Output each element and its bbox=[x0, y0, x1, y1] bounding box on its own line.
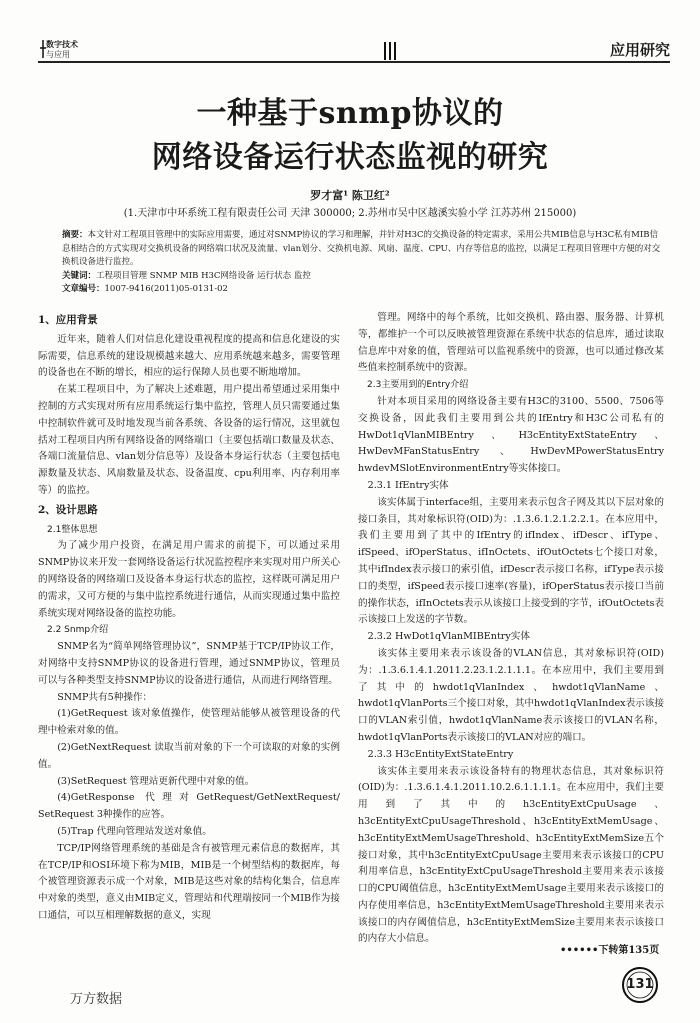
logo-line-2: 与应用 bbox=[46, 50, 70, 59]
abstract-block bbox=[62, 229, 662, 297]
paragraph: 针对本项目采用的网络设备主要有H3C的3100、5500、7506等交换设备，因此我们主要用到公共的IfEntry和H3C公司私有的HwDot1qVlanMIBEntry、H3cEntityExtStateEntry、HwDevMFanStatusEntry、HwDevMPowerStatusEntry hwdevMSlotEnvironmentEntry等实体接口。 bbox=[358, 395, 664, 475]
section-label: 应用研究 bbox=[609, 41, 670, 59]
section-heading: 1、应用背景 bbox=[38, 314, 98, 326]
paragraph: SNMP名为“简单网络管理协议”，SNMP基于TCP/IP协议工作，对网络中支持SNMP协议的设备进行管理，通过SNMP协议，管理员可以与各种类型支持SNMP协议的设备进行通信，从而进行网络管理。 bbox=[38, 641, 340, 686]
paragraph: 该实体主要用来表示该设备特有的物理状态信息，其对象标识符(OID)为：.1.3.6.1.4.1.2011.10.2.6.1.1.1.1。在本应用中，我们主要用到了其中的h3cEntityExtCpuUsage、h3cEntityExtCpuUsageThreshold、h3cEntityExtMemUsage、h3cEntityExtMemUsageThreshold、h3cEntityExtMemSize五个接口对象，其中h3cEntityExtCpuUsage主要用来表示该接口的CPU利用率信息，h3cEntityExtCpuUsageThreshold主要用来表示该接口的CPU阈值信息，h3cEntityExtMemUsage主要用来表示该接口的内存使用率信息，h3cEntityExtMemUsageThreshold主要用来表示该接口的内存阈值信息，h3cEntityExtMemSize主要用来表示该接口的内存大小信息。 bbox=[358, 765, 664, 945]
list-item: (3)SetRequest 管理站更新代理中对象的值。 bbox=[57, 775, 255, 787]
footer-watermark: 万方数据 bbox=[70, 992, 123, 1007]
list-item: (2)GetNextRequest 读取当前对象的下一个可读取的对象的实例值。 bbox=[38, 741, 340, 770]
paragraph: 该实体属于interface组，主要用来表示包含子网及其以下层对象的接口条目，其对象标识符(OID)为：.1.3.6.1.2.1.2.2.1。在本应用中，我们主要用到了其中的IfEntry的ifIndex、ifDescr、ifType、ifSpeed、ifOperStatus、ifInOctets、ifOutOctets七个接口对象，其中ifIndex表示接口的索引值，ifDescr表示接口名称，ifType表示接口的类型，ifSpeed表示接口速率(容量)，ifOperStatus表示接口当前的操作状态，ifInOctets表示从该接口上接受到的字节，ifOutOctets表示该接口上发送的字节数。 bbox=[358, 496, 664, 626]
abstract bbox=[62, 229, 662, 270]
keywords bbox=[62, 270, 662, 284]
affiliations: (1.天津市中环系统工程有限责任公司 天津 300000; 2.苏州市吴中区越溪实验小学 江苏苏州 215000) bbox=[123, 208, 577, 219]
subsection-heading: 2.3.1 IfEntry实体 bbox=[367, 479, 449, 491]
list-item: (4)GetResponse 代理对GetRequest/GetNextRequest/ SetRequest 3种操作的应答。 bbox=[38, 792, 340, 821]
article-title-line-1: 一种基于snmp协议的 bbox=[196, 96, 504, 131]
keywords-text: 工程项目管理 SNMP MIB H3C网络设备 运行状态 监控 bbox=[96, 270, 311, 281]
logo-line-1: 数字技术 bbox=[46, 40, 78, 49]
paragraph: 管理。网络中的每个系统，比如交换机、路由器、服务器、计算机等，都维护一个可以反映被管理资源在系统中状态的信息库，通过读取信息库中对象的值，管理站可以监视系统中的资源，也可以通过修改某些值来控制系统中的资源。 bbox=[358, 312, 664, 374]
abstract-text: 本文针对工程项目管理中的实际应用需要，通过对SNMP协议的学习和理解，并针对H3C的交换设备的特定需求，采用公共MIB信息与H3C私有MIB信息相结合的方式实现对交换机设备的网络端口状况及流量、vlan划分、交换机电源、风扇、温度、CPU、内存等信息的监控，以满足工程项目管理中方便的对交换机设备进行监控。 bbox=[62, 230, 661, 267]
left-column bbox=[38, 310, 340, 925]
journal-logo bbox=[38, 36, 94, 60]
right-column bbox=[358, 310, 664, 948]
list-item: (5)Trap 代理向管理站发送对象值。 bbox=[57, 825, 212, 837]
list-item: (1)GetRequest 该对象值操作，使管理站能够从被管理设备的代理中检索对象的值。 bbox=[38, 708, 340, 737]
abstract-label: 摘要： bbox=[62, 230, 88, 240]
paragraph: 该实体主要用来表示该设备的VLAN信息，其对象标识符(OID)为：.1.3.6.1.4.1.2011.2.23.1.2.1.1.1。在本应用中，我们主要用到了其中的hwdot1qVlanIndex、hwdot1qVlanName、hwdot1qVlanPorts三个接口对象，其中hwdot1qVlanIndex表示该接口的VLAN索引值，hwdot1qVlanName表示该接口的VLAN名称，hwdot1qVlanPorts表示该接口的VLAN对应的端口。 bbox=[358, 647, 664, 743]
header-rule bbox=[38, 61, 670, 63]
running-header bbox=[38, 36, 670, 66]
subsection-heading: 2.1整体思想 bbox=[47, 524, 98, 535]
paragraph: SNMP共有5种操作： bbox=[57, 691, 153, 703]
subsection-heading: 2.3.3 H3cEntityExtStateEntry bbox=[367, 748, 514, 760]
section-heading: 2、设计思路 bbox=[38, 503, 98, 516]
document-number bbox=[62, 283, 662, 297]
subsection-heading: 2.2 Snmp介绍 bbox=[47, 625, 109, 636]
paragraph: 在某工程项目中，为了解决上述难题，用户提出希望通过采用集中控制的方式实现对所有应用系统运行集中监控，管理人员只需要通过集中控制软件就可及时地发现当前各系统、各设备的运行情况，这里就包括对工程项目内所有网络设备的网络端口（主要包括端口数量及状态、各端口流量信息、vlan划分信息等）及设备本身运行状态（主要包括电源数量及状态、风扇数量及状态、设备温度、cpu利用率、内存利用率等）的监控。 bbox=[38, 384, 340, 496]
header-divider-bars bbox=[384, 42, 398, 60]
docno-label: 文章编号： bbox=[62, 284, 105, 294]
article-title-line-2: 网络设备运行状态监视的研究 bbox=[151, 140, 549, 175]
paragraph: 近年来，随着人们对信息化建设重视程度的提高和信息化建设的实际需要，信息系统的建设规模越来越大、应用系统越来越多，需要管理的设备也在不断的增长，相应的运行保障人员也要不断地增加。 bbox=[38, 333, 340, 379]
keywords-label: 关键词： bbox=[62, 270, 97, 281]
paragraph: 为了减少用户投资，在满足用户需求的前提下，可以通过采用SNMP协议来开发一套网络设备运行状况监控程序来实现对用户所关心的网络设备的网络端口及设备本身运行状态的监控，这样既可满足用户的需求，又可方便的与集中监控系统进行通信，从而实现通过集中监控系统实现对网络设备的监控功能。 bbox=[38, 540, 340, 619]
page-number: 131 bbox=[626, 977, 654, 992]
docno-value: 1007-9416(2011)05-0131-02 bbox=[104, 284, 228, 294]
page-number-badge bbox=[620, 965, 660, 1005]
paragraph: TCP/IP网络管理系统的基础是含有被管理元素信息的数据库，其在TCP/IP和OSI环境下称为MIB，MIB是一个树型结构的数据库，每个被管理资源表示成一个对象，MIB是这些对象的结构化集合，信息库中对象的类型，意义由MIB定义，管理站和代理端按同一个MIB作为接口通信，可以互相理解数据的意义，实现 bbox=[38, 842, 340, 921]
subsection-heading: 2.3主要用到的Entry介绍 bbox=[367, 380, 469, 391]
authors: 罗才富¹ 陈卫红² bbox=[310, 189, 390, 202]
subsection-heading: 2.3.2 HwDot1qVlanMIBEntry实体 bbox=[367, 631, 530, 643]
continued-note: ••••••下转第135页 bbox=[560, 945, 660, 956]
